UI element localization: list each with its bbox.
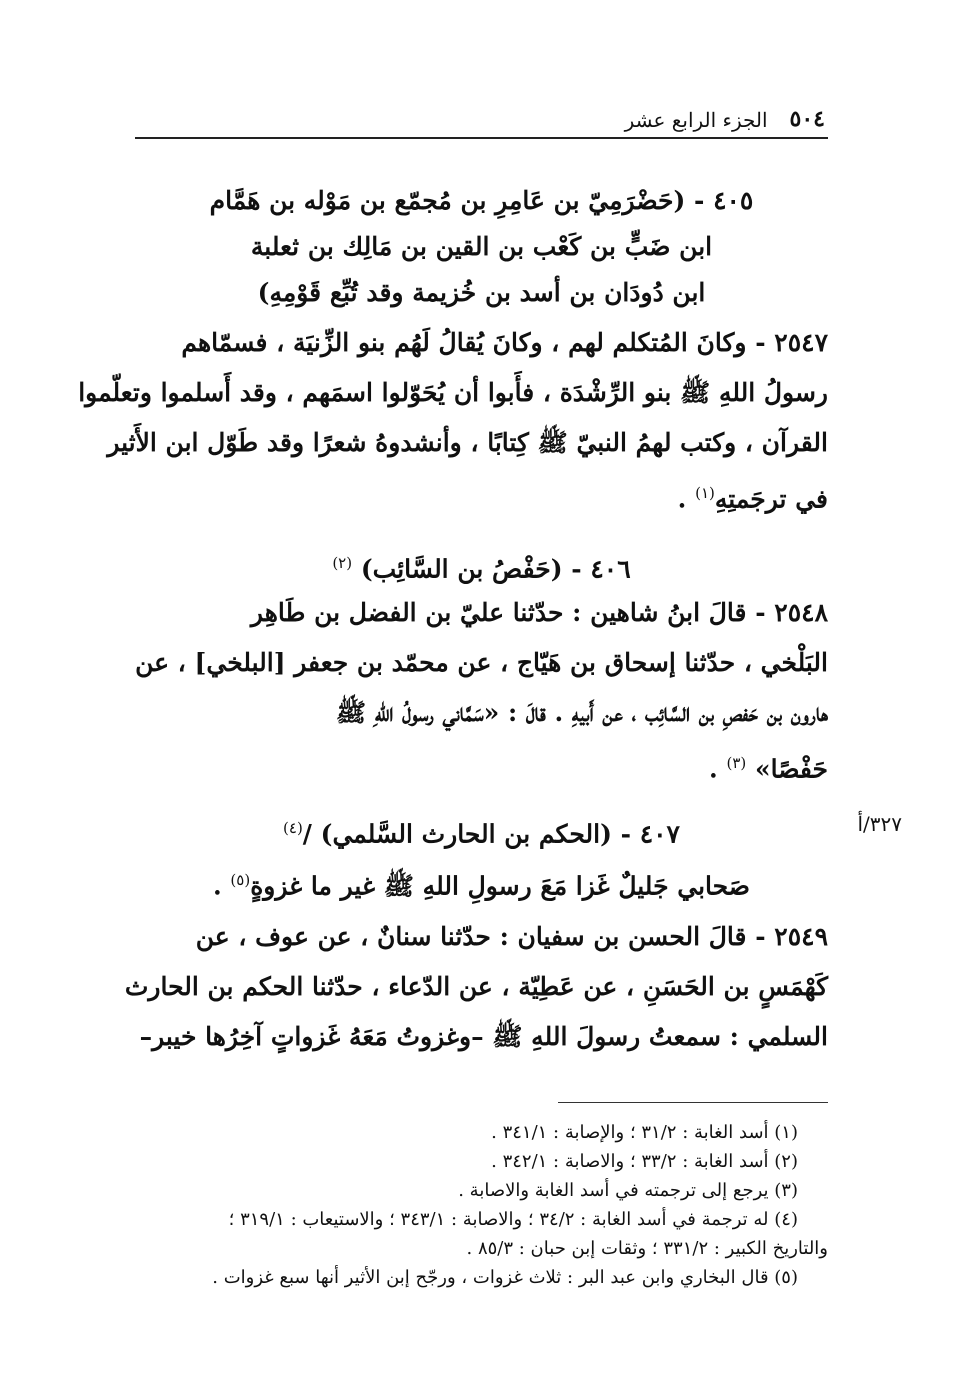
text-line: ٢٥٤٧ - وكانَ المُتكلم لهم ، وكانَ يُقالُ لَهُم بنو الزِّنيَة ، فسمّاهم xyxy=(181,328,828,357)
footnote-3: (٣) يرجع إلى ترجمته في أسد الغابة والاصابة . xyxy=(458,1180,798,1201)
entry-title-406 xyxy=(135,540,828,592)
text-line: السلمي : سمعتُ رسولَ اللهِ ﷺ –وغزوتُ مَعَهُ غَزواتٍ آخِرُها خيبر– xyxy=(139,1022,828,1051)
footnote-ref[interactable]: (٤) xyxy=(283,819,303,837)
title-text: ٤٠٦ - (حَفْصُ بن السَّائِب) xyxy=(360,554,631,584)
text-line: ٢٥٤٨ - قالَ ابنُ شاهين : حدّثنا عليّ بن الفضل بن طَاهِر xyxy=(250,598,828,627)
text-line: كَهْمَسٍ بن الحَسَنِ ، عن عَطِيّة ، عن الدّعاء ، حدّثنا الحكم بن الحارث xyxy=(124,972,828,1001)
title-line: ابن ضَبٍّ بن كَعْب بن القين بن مَالِك بن ثعلبة xyxy=(250,232,713,261)
text-fragment: . xyxy=(709,754,718,784)
footnote-4: (٤) له ترجمة في أسد الغابة : ٣٤/٢ ؛ والاصابة : ٣٤٣/١ ؛ والاستيعاب : ٣١٩/١ ؛ xyxy=(228,1209,798,1230)
manuscript-folio-note: ٣٢٧/أ xyxy=(857,812,902,836)
footnote-2: (٢) أسد الغابة : ٣٣/٢ ؛ والاصابة : ٣٤٢/١ . xyxy=(491,1151,798,1172)
subtitle-text: صَحابي جَليلٌ غَزا مَعَ رسولِ اللهِ ﷺ غير ما غزوةٍ xyxy=(250,871,751,901)
footnote-5: (٥) قال البخاري وابن عبد البر : ثلاث غزوات ، ورجّح إبن الأثير أنها سبع غزوات . xyxy=(212,1267,798,1288)
footnote-4-continued: والتاريخ الكبير : ٣٣١/٢ ؛ وثقات إبن حبان : ٨٥/٣ . xyxy=(466,1238,828,1259)
footnote-divider xyxy=(558,1102,828,1103)
text-fragment: في ترجَمتِهِ xyxy=(714,484,828,514)
subtitle-line xyxy=(135,857,828,909)
text-fragment: . xyxy=(677,484,687,514)
entry-title-407 xyxy=(135,805,828,910)
footnote-1: (١) أسد الغابة : ٣١/٢ ؛ والإصابة : ٣٤١/١ . xyxy=(491,1122,798,1143)
text-line: هارون بن حَفصِ بن السَّائِب ، عن أَبيهِ . قالَ : «سَمَّاني رسولُ اللهِ ﷺ xyxy=(335,698,828,727)
footnote-ref[interactable]: (٢) xyxy=(332,554,353,572)
title-line xyxy=(135,540,828,592)
text-fragment: . xyxy=(212,871,222,901)
title-line: ٤٠٥ - (حَضْرَمِيّ بن عَامِرِ بن مُجمّع بن مَوْله بن هَمَّام xyxy=(209,186,754,215)
volume-title: الجزء الرابع عشر xyxy=(624,108,768,132)
text-fragment: حَفْصًا» xyxy=(754,754,828,784)
paragraph-2548 xyxy=(135,588,828,794)
footnote-ref[interactable]: (٥) xyxy=(230,871,251,890)
title-line xyxy=(135,805,828,857)
paragraph-2547 xyxy=(78,318,828,524)
footnote-ref[interactable]: (٣) xyxy=(726,754,747,772)
paragraph-2549 xyxy=(124,912,828,1062)
text-line: القرآن ، وكتب لهمُ النبيّ ﷺ كِتابًا ، وأنشدوهُ شعرًا وقد طَوّل ابن الأَثير xyxy=(107,428,828,457)
text-line xyxy=(135,468,828,524)
text-line: ٢٥٤٩ - قالَ الحسن بن سفيان : حدّثنا سنانٌ ، عن عوف ، عن xyxy=(195,922,828,951)
title-text: ٤٠٧ - (الحكم بن الحارث السَّلمي) / xyxy=(302,819,680,849)
footnote-ref[interactable]: (١) xyxy=(695,484,715,502)
footnotes xyxy=(135,1118,828,1292)
text-line xyxy=(135,738,828,794)
page-number: ٥٠٤ xyxy=(789,106,825,132)
text-line: رسولُ اللهِ ﷺ بنو الرِّشْدَة ، فأَبوا أن يُحَوّلوا اسمَهم ، وقد أَسلموا وتعلّموا xyxy=(78,378,828,407)
title-line: ابن دُودَان بن أسد بن خُزيمة وقد تُبِّع قَوْمِهِ) xyxy=(257,278,706,307)
header-divider xyxy=(135,137,828,139)
text-line: البَلْخي ، حدّثنا إسحاق بن هَيّاج ، عن محمّد بن جعفر [البلخي] ، عن xyxy=(135,648,828,677)
running-header xyxy=(140,92,825,132)
entry-title-405 xyxy=(135,178,828,316)
